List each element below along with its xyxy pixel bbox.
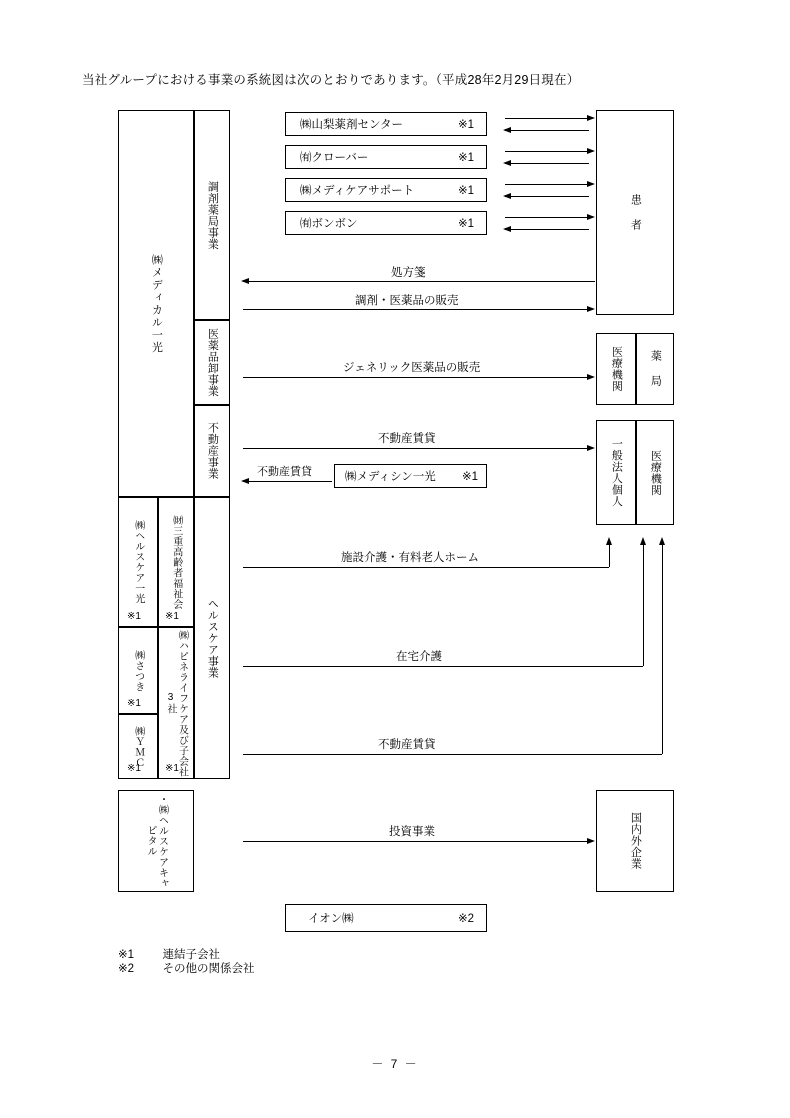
flow-line-realestate-left [243,481,332,482]
flow-label-investment: 投資事業 [386,823,438,839]
footnote-2-text: その他の関係会社 [162,963,255,975]
page-title: 当社グループにおける事業の系統図は次のとおりであります。（平成28年2月29日現在） [82,73,580,87]
arrow-head-right [587,148,595,154]
flow-line-dispensing [243,309,591,310]
counterparty-domestic-overseas-box [596,790,674,892]
subsidiary-box-ymc [118,714,158,779]
arrow-line [505,217,589,218]
segment-pharmacy-box [194,110,230,320]
subsidiary-box-healthcare-ikko [118,497,158,627]
arrow-head-up [659,537,665,545]
arrow-head-left [503,127,511,133]
counterparty-patients-label: 患 者 [629,193,642,232]
arrow-head-right [587,838,595,844]
arrow-head-right [587,306,595,312]
subsidiary-mark-medicare-support: ※1 [457,185,474,197]
flow-line-investment [243,841,591,842]
footnote-2 [118,960,254,976]
subsidiary-name-medicine-ikko: ㈱メディシン一光 [345,471,436,483]
subsidiary-box-mie-fukushi [158,497,194,627]
arrow-head-left [241,278,249,284]
counterparty-general-corp-label: 一般法人個人 [610,438,623,507]
subsidiary-mark-yamanashi: ※1 [457,119,474,131]
subsidiary-mark-happiness-lifecare: ※1 [165,763,179,774]
subsidiary-name-bonbon: ㈲ボンボン [300,218,358,230]
subsidiary-mark-clover: ※1 [457,152,474,164]
subsidiary-name-healthcare-ikko: ㈱ヘルスケア一光 [132,520,144,604]
parent-company-box [118,110,194,497]
subsidiary-box-bonbon [285,211,487,235]
flow-label-realestate-left: 不動産賃貸 [254,463,315,479]
counterparty-medical-institution-box [596,333,636,405]
subsidiary-mark-bonbon: ※1 [457,218,474,230]
arrow-head-right [587,115,595,121]
page-number: － 7 － [371,1057,419,1071]
subsidiary-box-yamanashi [285,112,487,136]
subsidiary-box-medicare-support [285,178,487,202]
subsidiary-name-happiness-lifecare: ㈱ハピネライフケア及び子会社3社 [165,629,188,777]
subsidiary-box-healthcare-capital [118,790,194,892]
arrow-line [505,163,589,164]
arrow-head-left [503,193,511,199]
subsidiary-name-medicare-support: ㈱メディケアサポート [300,185,415,197]
arrow-head-right [587,374,595,380]
flow-label-prescription: 処方箋 [388,264,429,280]
flow-label-realestate: 不動産賃貸 [375,430,439,446]
counterparty-medical-institution2-label: 医療機関 [649,449,662,496]
subsidiary-name-yamanashi: ㈱山梨薬剤センター [300,119,404,131]
arrow-line [505,130,589,131]
flow-line-facility-care [243,567,609,568]
flow-line-realestate2-vertical [662,545,663,754]
segment-wholesale-box [194,320,230,405]
arrow-head-up [606,537,612,545]
subsidiary-box-clover [285,145,487,169]
parent-company-label: ㈱メディカル一光 [150,253,163,354]
arrow-line [505,151,589,152]
arrow-line [505,196,589,197]
counterparty-general-corp-box [596,420,636,525]
subsidiary-name-healthcare-capital: ・㈱ヘルスケアキャピタル [145,793,168,889]
flow-line-generic [243,377,591,378]
affiliate-name-aeon: イオン㈱ [308,913,354,925]
arrow-head-right [587,445,595,451]
counterparty-pharmacy-label: 薬 局 [649,350,662,388]
subsidiary-box-medicine-ikko [334,464,487,488]
arrow-head-left [503,160,511,166]
subsidiary-mark-medicine-ikko: ※1 [461,471,478,483]
arrow-line [505,229,589,230]
arrow-line [505,184,589,185]
subsidiary-name-mie-fukushi: ㈶三重高齢者福祉会 [170,514,182,610]
affiliate-box-aeon [285,904,487,932]
arrow-head-up [640,537,646,545]
counterparty-medical-institution2-box [636,420,674,525]
flow-line-realestate2 [243,754,662,755]
subsidiary-name-ymc: ㈱ＹＭＣ [132,725,144,768]
subsidiary-box-satsuki [118,627,158,714]
segment-healthcare-label: ヘルスケア事業 [206,597,219,679]
segment-pharmacy-label: 調剤薬局事業 [206,180,219,250]
footnote-1-mark: ※1 [118,949,135,961]
arrow-head-right [587,214,595,220]
flow-label-home-care: 在宅介護 [393,648,445,664]
counterparty-pharmacy-box [636,333,674,405]
segment-wholesale-label: 医薬品卸事業 [206,328,219,397]
flow-line-home-care [243,666,643,667]
footnote-1-text: 連結子会社 [162,949,220,961]
subsidiary-mark-ymc: ※1 [127,763,141,774]
flow-line-prescription [243,281,595,282]
subsidiary-mark-satsuki: ※1 [127,698,141,709]
flow-label-dispensing: 調剤・医薬品の販売 [352,292,462,308]
arrow-head-right [587,181,595,187]
arrow-head-left [503,226,511,232]
subsidiary-mark-healthcare-ikko: ※1 [127,611,141,622]
subsidiary-name-satsuki: ㈱さつき [132,649,144,692]
arrow-head-left [241,478,249,484]
flow-label-realestate2: 不動産賃貸 [375,736,439,752]
flow-line-facility-care-vertical [609,545,610,567]
counterparty-medical-institution-label: 医療機関 [610,346,623,392]
counterparty-domestic-overseas-label: 国内外企業 [629,812,642,870]
flow-line-home-care-vertical [643,545,644,666]
flow-label-generic: ジェネリック医薬品の販売 [340,359,483,375]
subsidiary-box-happiness-lifecare [158,627,194,779]
footnote-2-mark: ※2 [118,963,135,975]
counterparty-patients-box [596,110,674,315]
subsidiary-name-clover: ㈲クローバー [300,152,369,164]
segment-healthcare-box [194,497,230,779]
segment-realestate-label: 不動産事業 [206,422,219,480]
segment-realestate-box [194,405,230,497]
arrow-line [505,118,589,119]
flow-label-facility-care: 施設介護・有料老人ホーム [338,549,482,565]
subsidiary-mark-mie-fukushi: ※1 [165,611,179,622]
affiliate-mark-aeon: ※2 [457,913,474,925]
flow-line-realestate [243,448,591,449]
